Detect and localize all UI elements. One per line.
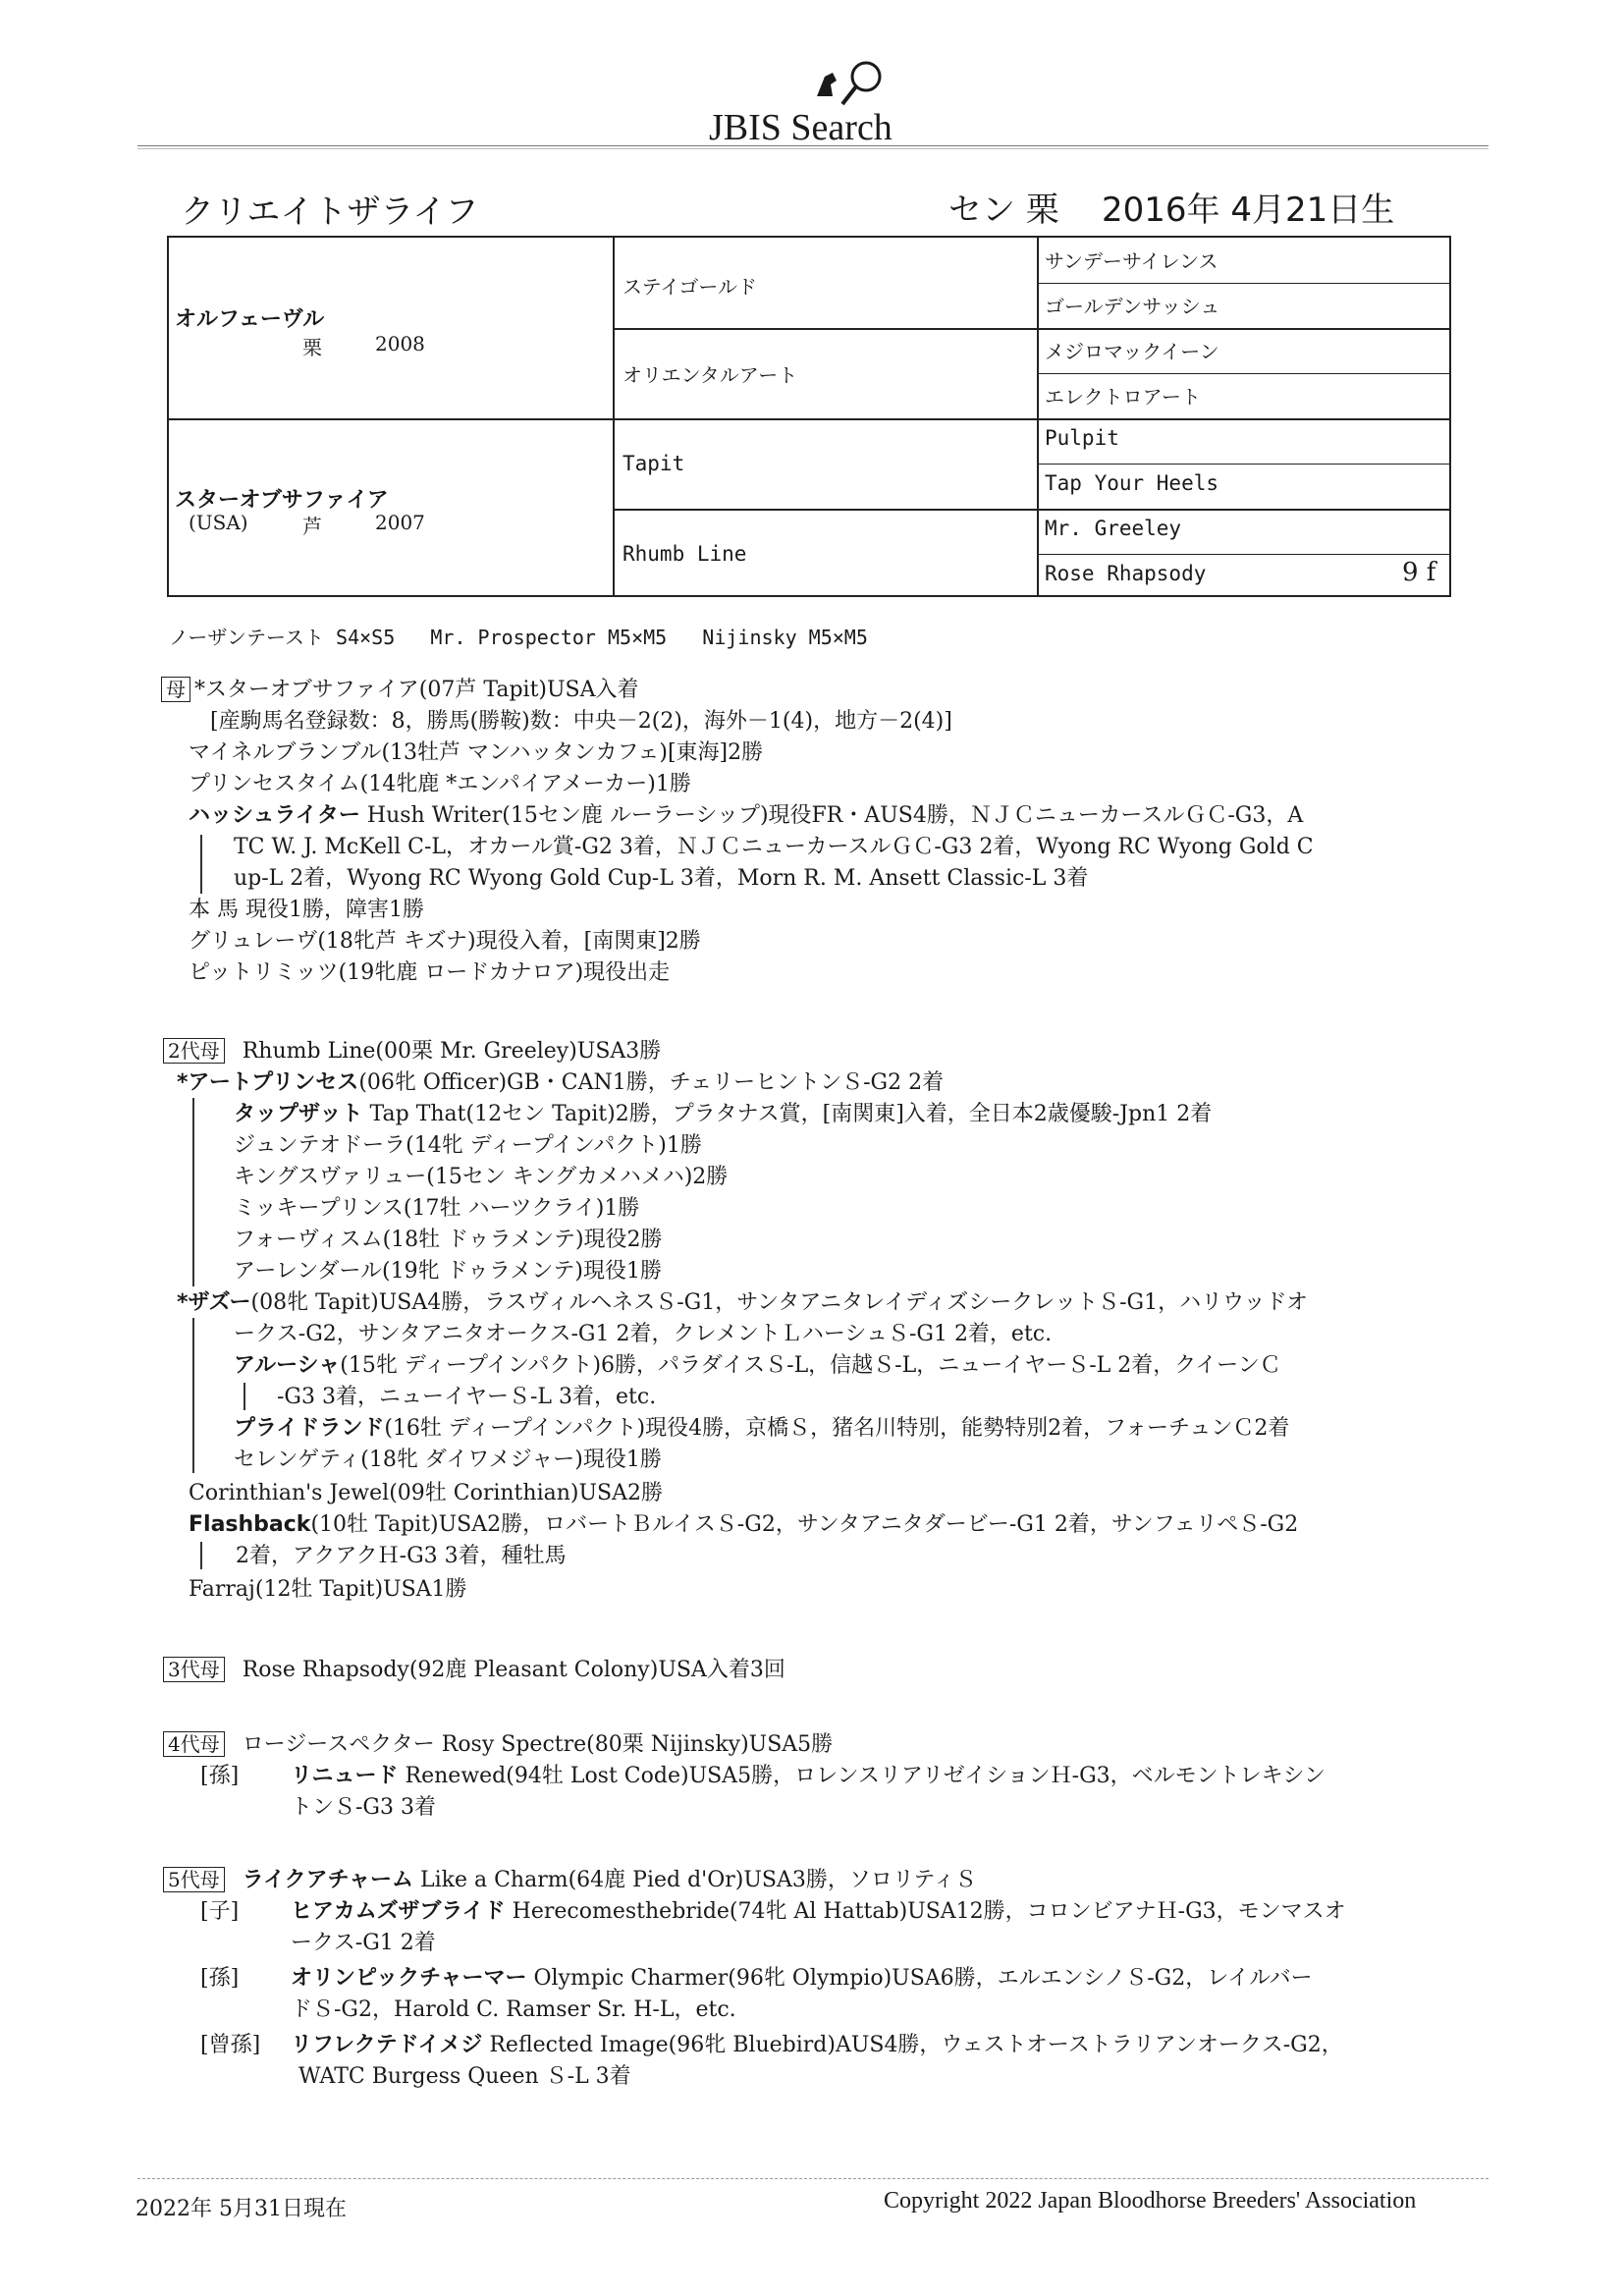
header-rule (137, 145, 1489, 149)
progeny-record: (15牝 ディープインパクト)6勝，パラダイスＳ-L，信越Ｓ-L，ニューイヤーＳ-L 2着，クイーンＣ (340, 1353, 1281, 1378)
horse-info: セン 栗 2016年 4月21日生 (948, 191, 1395, 230)
progeny-name: タップザット (234, 1102, 363, 1126)
progeny-record: Hush Writer(15セン鹿 ルーラーシップ)現役FR・AUS4勝，ＮＪＣニューカースルＧＣ-G3，A (359, 803, 1304, 828)
sire-year: 2008 (375, 332, 425, 355)
progeny-line (177, 1068, 944, 1098)
progeny-line: up-L 2着，Wyong RC Wyong Gold Cup-L 3着，Morn R. M. Ansett Classic-L 3着 (234, 866, 1089, 891)
progeny-line: プリンセスタイム(14牝鹿 *エンパイアメーカー)1勝 (189, 772, 691, 796)
dam-name: スターオブサファイア (175, 488, 389, 513)
row-divider (1037, 554, 1449, 555)
pedigree-table (167, 236, 1451, 597)
gen2-sire-sire: ステイゴールド (623, 275, 757, 299)
g5-record: Like a Charm(64鹿 Pied d'Or)USA3勝，ソロリティＳ (412, 1868, 977, 1892)
gen3-7: Mr. Greeley (1045, 517, 1182, 540)
bracket-bar (200, 1542, 202, 1569)
footer-date: 2022年 5月31日現在 (135, 2197, 347, 2221)
progeny-line: フォーヴィスム(18牡 ドゥラメンテ)現役2勝 (234, 1228, 663, 1252)
g3-title: Rose Rhapsody(92鹿 Pleasant Colony)USA入着3回 (242, 1658, 785, 1682)
gen3-6: Tap Your Heels (1045, 471, 1219, 495)
progeny-line (234, 1414, 1289, 1444)
g4-title-line (163, 1730, 833, 1760)
section-label: 母 (161, 677, 190, 702)
bracket-bar (244, 1383, 245, 1410)
section-label: 3代母 (163, 1657, 225, 1682)
dam-title: *スターオブサファイア(07芦 Tapit)USA入着 (194, 678, 639, 702)
progeny-line: 2着，アクアクＨ-G3 3着，種牡馬 (236, 1544, 567, 1568)
progeny-name: *アートプリンセス (177, 1070, 359, 1095)
progeny-line: TC W. J. McKell C-L，オカール賞-G2 3着，ＮＪＣニューカースルＧＣ-G3 2着，Wyong RC Wyong Gold C (234, 835, 1314, 859)
family-number: 9 f (1402, 558, 1436, 587)
col-divider (1037, 238, 1039, 595)
progeny-line (177, 1288, 1308, 1318)
progeny-line: -G3 3着，ニューイヤーＳ-L 3着，etc. (277, 1385, 657, 1409)
progeny-line: キングスヴァリュー(15セン キングカメハメハ)2勝 (234, 1165, 729, 1189)
g4-title: ロージースペクター Rosy Spectre(80栗 Nijinsky)USA5勝 (242, 1732, 834, 1757)
descendant-line (291, 1897, 1346, 1927)
progeny-name: プライドランド (234, 1416, 385, 1441)
g3-title-line (163, 1656, 785, 1685)
descendant-name: オリンピックチャーマー (291, 1966, 527, 1991)
footer-copyright: Copyright 2022 Japan Bloodhorse Breeders' Association (884, 2188, 1417, 2214)
descendant-record: Reflected Image(96牝 Bluebird)AUS4勝，ウェストオーストラリアンオークス-G2， (482, 2033, 1343, 2057)
gen3-2: ゴールデンサッシュ (1045, 295, 1220, 318)
gen3-3: メジロマックイーン (1045, 340, 1219, 363)
g5-name: ライクアチャーム (242, 1868, 413, 1892)
progeny-line: 本 馬 現役1勝，障害1勝 (189, 898, 424, 922)
sire-name: オルフェーヴル (175, 307, 325, 332)
section-label: 2代母 (163, 1038, 225, 1064)
progeny-line (189, 1510, 1298, 1540)
gen2-dam-dam: Rhumb Line (623, 542, 747, 566)
logo-text: JBIS Search (709, 107, 893, 148)
descendant-record: Olympic Charmer(96牝 Olympio)USA6勝，エルエンシノＳ-G2，レイルバー (526, 1966, 1313, 1991)
descendant-name: ヒアカムズザブライド (291, 1899, 506, 1924)
bracket-bar (192, 1098, 194, 1286)
gen3-1: サンデーサイレンス (1045, 249, 1218, 273)
row-divider (613, 328, 1449, 330)
progeny-line: Farraj(12牡 Tapit)USA1勝 (189, 1577, 467, 1602)
g2-title-line (163, 1037, 661, 1066)
gen2-dam-sire: Tapit (623, 452, 685, 475)
progeny-line: ミッキープリンス(17牡 ハーツクライ)1勝 (234, 1196, 640, 1221)
progeny-name: *ザズー (177, 1290, 251, 1315)
progeny-line: グリュレーヴ(18牝芦 キズナ)現役入着，[南関東]2勝 (189, 929, 701, 954)
dam-title-line (161, 676, 639, 705)
progeny-line: ピットリミッツ(19牝鹿 ロードカナロア)現役出走 (189, 960, 671, 985)
jbis-logo (709, 57, 935, 148)
descendant-line: トンＳ-G3 3着 (291, 1795, 436, 1820)
section-label: 5代母 (163, 1867, 225, 1892)
descendant-name: リニュード (291, 1764, 399, 1788)
progeny-line: Corinthian's Jewel(09牡 Corinthian)USA2勝 (189, 1481, 663, 1505)
descendant-record: Herecomesthebride(74牝 Al Hattab)USA12勝，コロンビアナＨ-G3，モンマスオ (505, 1899, 1346, 1924)
descendant-line (291, 2031, 1343, 2060)
progeny-name: ハッシュライター (189, 803, 360, 828)
dam-stats: [産駒馬名登録数：8，勝馬(勝鞍)数：中央－2(2)，海外－1(4)，地方－2(4)] (210, 709, 952, 734)
gen3-8: Rose Rhapsody (1045, 562, 1207, 585)
footer-rule (137, 2178, 1489, 2179)
descendant-tag: [子] (200, 1899, 240, 1924)
progeny-record: Tap That(12セン Tapit)2勝，プラタナス賞，[南関東]入着，全日本2歳優駿-Jpn1 2着 (362, 1102, 1213, 1126)
dam-origin: (USA) (189, 511, 248, 534)
row-divider (1037, 464, 1449, 465)
descendant-line: WATC Burgess Queen Ｓ-L 3着 (298, 2064, 631, 2089)
dam-color: 芦 (302, 515, 322, 538)
bracket-bar (192, 1318, 194, 1473)
progeny-record: (16牡 ディープインパクト)現役4勝，京橋Ｓ，猪名川特別，能勢特別2着，フォーチュンＣ2着 (384, 1416, 1290, 1441)
descendant-line (291, 1762, 1326, 1791)
progeny-line: ークス-G2，サンタアニタオークス-G1 2着，クレメントＬハーシュＳ-G1 2着，etc. (234, 1322, 1053, 1346)
progeny-record: (10牡 Tapit)USA2勝，ロバートＢルイスＳ-G2，サンタアニタダービー-G1 2着，サンフェリペＳ-G2 (310, 1512, 1299, 1537)
gen2-sire-dam: オリエンタルアート (623, 363, 798, 387)
descendant-name: リフレクテドイメジ (291, 2033, 483, 2057)
progeny-line: マイネルブランブル(13牡芦 マンハッタンカフェ)[東海]2勝 (189, 740, 764, 765)
progeny-line (189, 801, 1303, 831)
progeny-record: (06牝 Officer)GB・CAN1勝，チェリーヒントンＳ-G2 2着 (358, 1070, 945, 1095)
col-divider (613, 238, 615, 595)
row-divider (169, 418, 1449, 420)
descendant-tag: [孫] (200, 1966, 240, 1991)
bracket-bar (200, 835, 202, 894)
g2-title: Rhumb Line(00栗 Mr. Greeley)USA3勝 (242, 1039, 662, 1064)
progeny-line (234, 1351, 1281, 1381)
progeny-line: セレンゲティ(18牝 ダイワメジャー)現役1勝 (234, 1448, 662, 1472)
dam-year: 2007 (375, 511, 425, 534)
section-label: 4代母 (163, 1731, 225, 1757)
inbreeding-line: ノーザンテースト S4×S5 Mr. Prospector M5×M5 Nijinsky M5×M5 (169, 626, 868, 649)
descendant-line: ドＳ-G2，Harold C. Ramser Sr. H-L，etc. (291, 1997, 736, 2022)
gen3-4: エレクトロアート (1045, 385, 1201, 409)
sire-color: 栗 (302, 336, 322, 359)
descendant-line (291, 1964, 1313, 1994)
descendant-record: Renewed(94牡 Lost Code)USA5勝，ロレンスリアリゼイションＨ-G3，ベルモントレキシン (398, 1764, 1326, 1788)
descendant-line: ークス-G1 2着 (291, 1931, 436, 1955)
descendant-tag: [孫] (200, 1764, 240, 1788)
gen3-5: Pulpit (1045, 426, 1119, 450)
progeny-record: (08牝 Tapit)USA4勝，ラスヴィルヘネスＳ-G1，サンタアニタレイディズシークレットＳ-G1，ハリウッドオ (250, 1290, 1308, 1315)
progeny-name: アルーシャ (234, 1353, 341, 1378)
row-divider (613, 509, 1449, 511)
progeny-line: ジュンテオドーラ(14牝 ディープインパクト)1勝 (234, 1133, 702, 1158)
progeny-name: Flashback (189, 1512, 311, 1537)
progeny-line (234, 1100, 1212, 1129)
g5-title-line (163, 1866, 977, 1895)
descendant-tag: [曾孫] (200, 2033, 261, 2057)
row-divider (1037, 373, 1449, 374)
progeny-line: アーレンダール(19牝 ドゥラメンテ)現役1勝 (234, 1259, 662, 1284)
horse-name: クリエイトザライフ (181, 192, 479, 232)
row-divider (1037, 283, 1449, 284)
